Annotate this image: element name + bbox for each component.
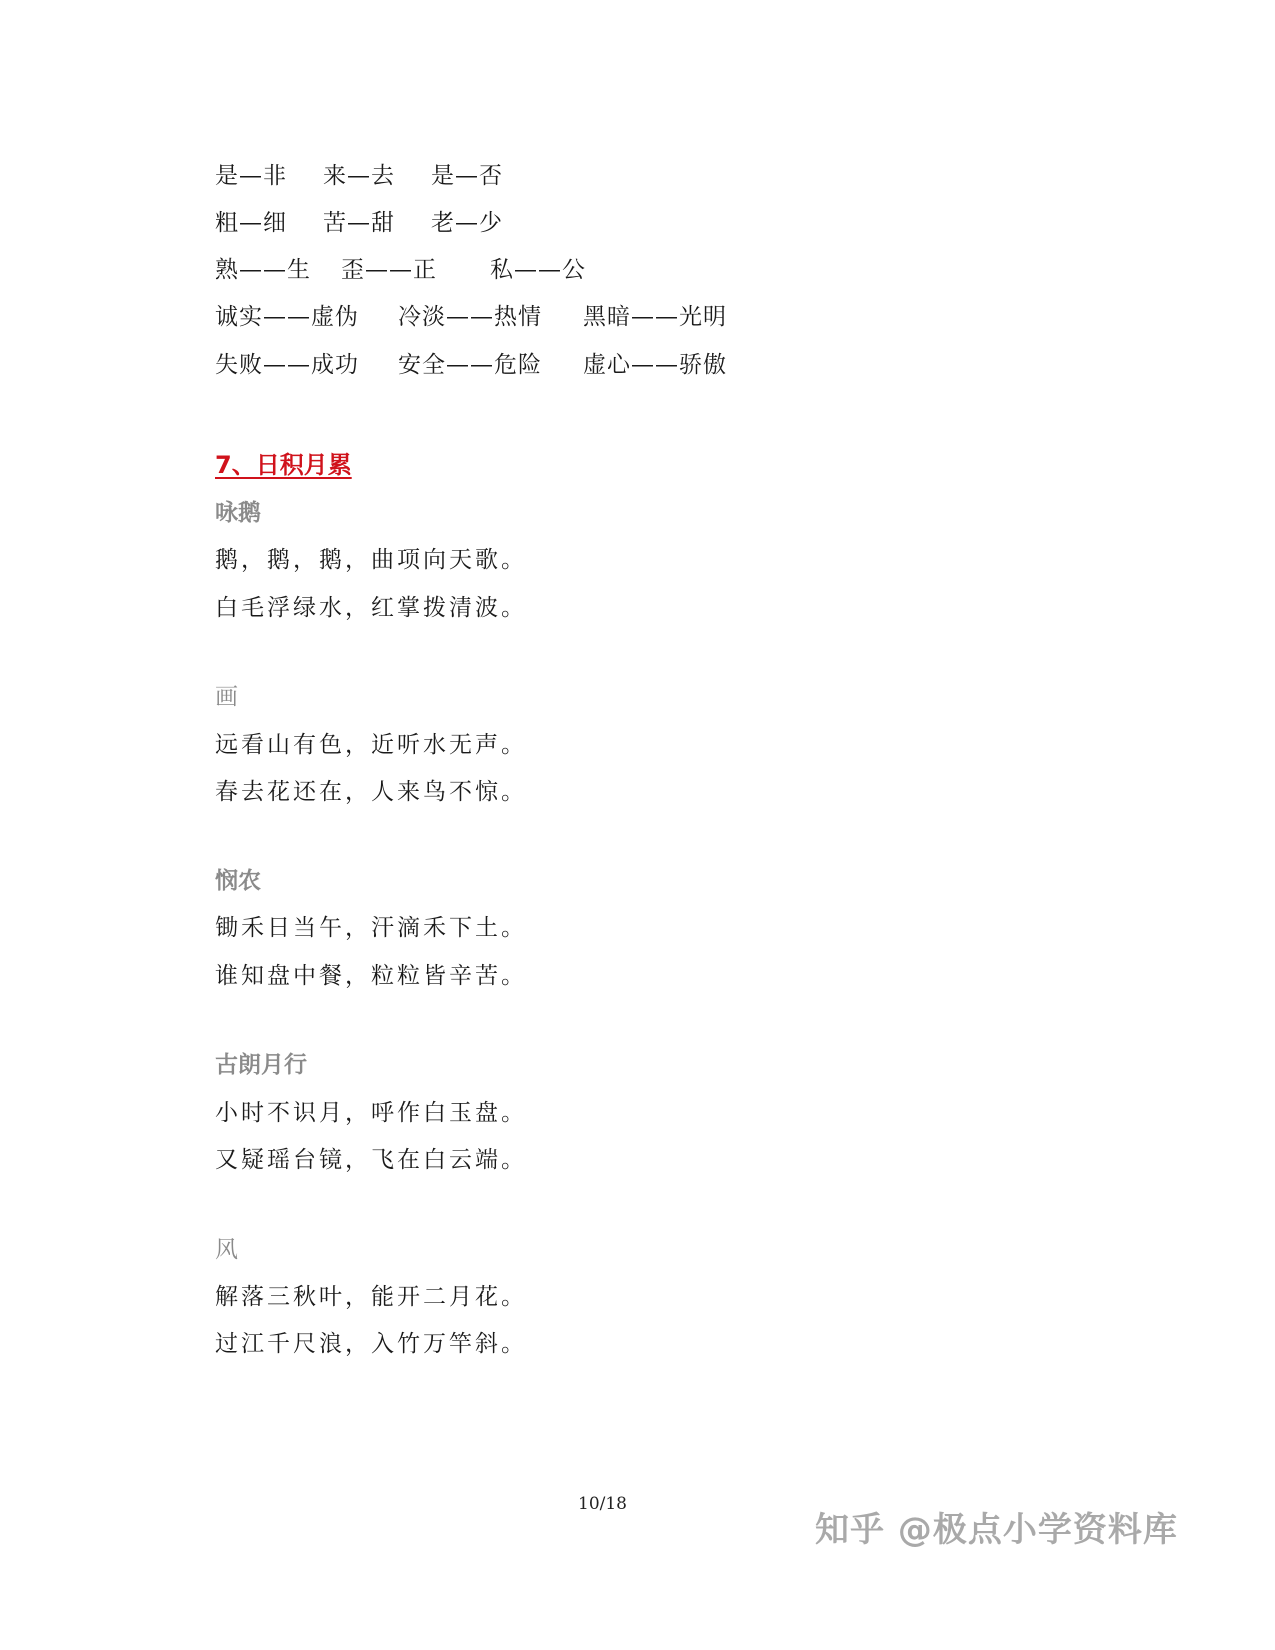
- poem-line: 又疑瑶台镜，飞在白云端。: [215, 1147, 527, 1173]
- poem-line: 鹅，鹅，鹅，曲项向天歌。: [215, 547, 527, 573]
- antonym-pair: 私——公: [490, 257, 586, 283]
- antonym-pair: 老—少: [431, 210, 503, 236]
- section-heading: 7、日积月累: [215, 451, 352, 479]
- antonym-pair: 冷淡——热情: [398, 304, 542, 330]
- antonym-pair: 歪——正: [341, 257, 437, 283]
- poem-line: 谁知盘中餐，粒粒皆辛苦。: [215, 963, 527, 989]
- antonym-pair: 失败——成功: [215, 352, 359, 378]
- poem-line: 远看山有色，近听水无声。: [215, 732, 527, 758]
- poem-title: 悯农: [215, 868, 261, 894]
- antonym-pair: 黑暗——光明: [583, 304, 727, 330]
- watermark: 知乎 @极点小学资料库: [815, 1510, 1178, 1550]
- antonym-pair: 粗—细: [215, 210, 287, 236]
- poem-title: 咏鹅: [215, 500, 261, 526]
- antonym-pair: 虚心——骄傲: [583, 352, 727, 378]
- poem-title: 古朗月行: [215, 1052, 307, 1078]
- page-number: 10/18: [578, 1494, 627, 1514]
- antonym-pair: 诚实——虚伪: [215, 304, 359, 330]
- poem-line: 锄禾日当午，汗滴禾下土。: [215, 915, 527, 941]
- poem-line: 过江千尺浪，入竹万竿斜。: [215, 1331, 527, 1357]
- poem-line: 白毛浮绿水，红掌拨清波。: [215, 595, 527, 621]
- antonym-pair: 熟——生: [215, 257, 311, 283]
- poem-line: 小时不识月，呼作白玉盘。: [215, 1100, 527, 1126]
- poem-title: 风: [215, 1237, 238, 1263]
- antonym-pair: 是—否: [431, 163, 503, 189]
- poem-title: 画: [215, 684, 238, 710]
- poem-line: 解落三秋叶，能开二月花。: [215, 1284, 527, 1310]
- antonym-pair: 安全——危险: [398, 352, 542, 378]
- poem-line: 春去花还在，人来鸟不惊。: [215, 779, 527, 805]
- antonym-pair: 来—去: [323, 163, 395, 189]
- antonym-pair: 是—非: [215, 163, 287, 189]
- antonym-pair: 苦—甜: [323, 210, 395, 236]
